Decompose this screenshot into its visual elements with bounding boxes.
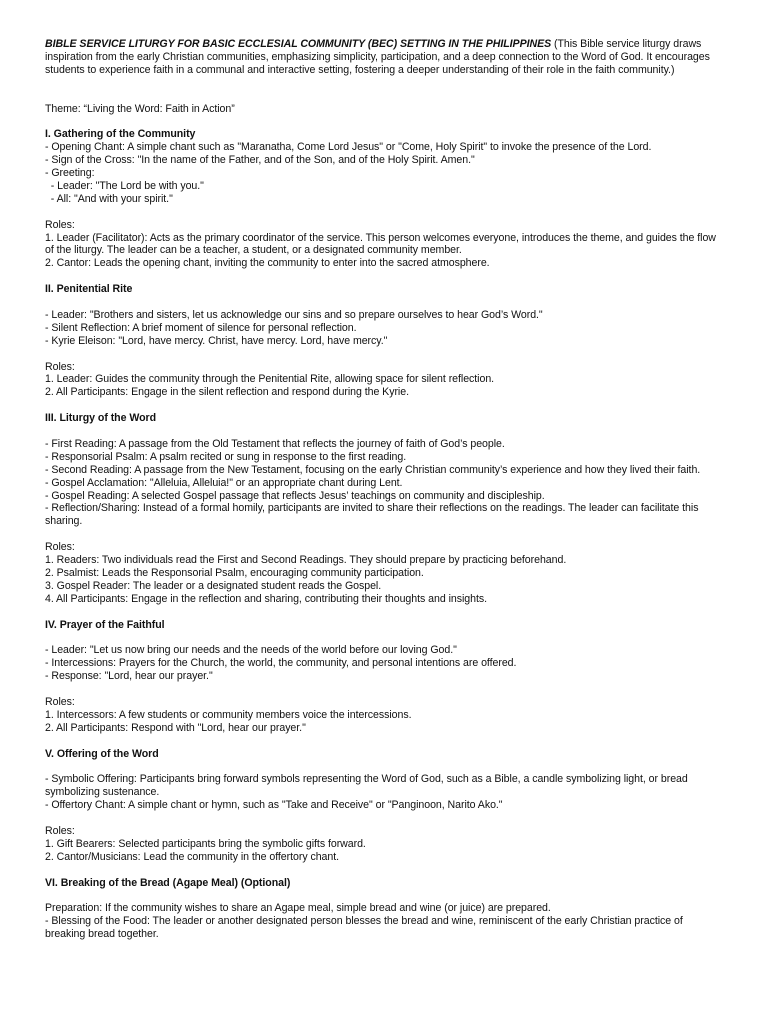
role-item: 3. Gospel Reader: The leader or a designated student reads the Gospel.	[45, 579, 382, 592]
intro-paragraph	[45, 38, 725, 77]
role-item: 2. Cantor/Musicians: Lead the community in the offertory chant.	[45, 850, 340, 863]
list-item: - Leader: "The Lord be with you."	[45, 179, 204, 192]
list-item: - Gospel Acclamation: "Alleluia, Alleluia!" or an appropriate chant during Lent.	[45, 476, 403, 489]
document-page	[45, 38, 725, 941]
list-item: Preparation: If the community wishes to share an Agape meal, simple bread and wine (or juice) are prepared.	[45, 902, 551, 915]
list-item: - All: "And with your spirit."	[45, 192, 173, 205]
list-item: - Silent Reflection: A brief moment of silence for personal reflection.	[45, 321, 357, 334]
list-item: - Intercessions: Prayers for the Church, the world, the community, and personal intentions are offered.	[45, 657, 517, 670]
list-item: - Response: "Lord, hear our prayer."	[45, 670, 213, 683]
role-item: 1. Intercessors: A few students or community members voice the intercessions.	[45, 708, 412, 721]
list-item: - Responsorial Psalm: A psalm recited or sung in response to the first reading.	[45, 450, 407, 463]
list-item: - Blessing of the Food: The leader or another designated person blesses the bread and wine, reminiscent of the early Christian practice of breaking bread together.	[45, 915, 683, 941]
list-item: - Opening Chant: A simple chant such as "Maranatha, Come Lord Jesus" or "Come, Holy Spirit" to invoke the presence of the Lord.	[45, 141, 652, 154]
list-item: - Sign of the Cross: "In the name of the Father, and of the Son, and of the Holy Spirit. Amen."	[45, 154, 475, 167]
section-heading-liturgy-of-the-word: III. Liturgy of the Word	[45, 412, 157, 425]
role-item: 1. Leader (Facilitator): Acts as the primary coordinator of the service. This person welcomes everyone, introduces the theme, and guides the flow of the liturgy. The leader can be a teacher, a student, or a designated community member.	[45, 231, 716, 257]
section-heading-prayer-of-the-faithful: IV. Prayer of the Faithful	[45, 618, 165, 631]
role-item: 2. Psalmist: Leads the Responsorial Psalm, encouraging community participation.	[45, 567, 424, 579]
section-heading-penitential-rite: II. Penitential Rite	[45, 283, 133, 296]
list-item: - Second Reading: A passage from the New Testament, focusing on the early Christian community’s experience and how they lived their faith.	[45, 463, 701, 476]
role-item: 1. Readers: Two individuals read the First and Second Readings. They should prepare by practicing beforehand.	[45, 554, 567, 567]
section-heading-offering-of-the-word: V. Offering of the Word	[45, 747, 159, 760]
list-item: - Leader: "Let us now bring our needs and the needs of the world before our loving God."	[45, 644, 457, 657]
role-item: 1. Gift Bearers: Selected participants bring the symbolic gifts forward.	[45, 837, 366, 850]
role-item: 2. All Participants: Respond with "Lord, hear our prayer."	[45, 721, 306, 734]
roles-label: Roles:	[45, 696, 75, 709]
list-item: - Greeting:	[45, 167, 95, 180]
list-item: - First Reading: A passage from the Old Testament that reflects the journey of faith of God’s people.	[45, 437, 505, 450]
role-item: 4. All Participants: Engage in the reflection and sharing, contributing their thoughts and insights.	[45, 592, 487, 605]
intro-description: (This Bible service liturgy draws inspiration from the early Christian communities, emphasizing simplicity, participation, and a deep connection to the Word of God. It encourages students to experience faith in a communal and interactive setting, fostering a deeper understanding of their role in the faith community.)	[45, 38, 710, 76]
role-item: 2. All Participants: Engage in the silent reflection and respond during the Kyrie.	[45, 386, 409, 399]
list-item: - Leader: "Brothers and sisters, let us acknowledge our sins and so prepare ourselves to hear God’s Word."	[45, 308, 543, 321]
list-item: - Offertory Chant: A simple chant or hymn, such as "Take and Receive" or "Panginoon, Narito Ako."	[45, 799, 503, 812]
role-item: 1. Leader: Guides the community through the Penitential Rite, allowing space for silent reflection.	[45, 373, 495, 386]
document-title: BIBLE SERVICE LITURGY FOR BASIC ECCLESIAL COMMUNITY (BEC) SETTING IN THE PHILIPPINES	[45, 38, 552, 50]
roles-label: Roles:	[45, 825, 75, 838]
theme-line: Theme: “Living the Word: Faith in Action”	[45, 102, 235, 115]
roles-label: Roles:	[45, 541, 75, 554]
list-item: - Reflection/Sharing: Instead of a formal homily, participants are invited to share their reflections on the readings. The leader can facilitate this sharing.	[45, 502, 699, 528]
list-item: - Kyrie Eleison: "Lord, have mercy. Christ, have mercy. Lord, have mercy."	[45, 334, 388, 347]
section-heading-breaking-of-the-bread: VI. Breaking of the Bread (Agape Meal) (Optional)	[45, 876, 291, 889]
section-heading-gathering: I. Gathering of the Community	[45, 128, 196, 141]
list-item: - Symbolic Offering: Participants bring forward symbols representing the Word of God, such as a Bible, a candle symbolizing light, or bread symbolizing sustenance.	[45, 773, 688, 799]
roles-label: Roles:	[45, 360, 75, 373]
roles-label: Roles:	[45, 218, 75, 231]
role-item: 2. Cantor: Leads the opening chant, inviting the community to enter into the sacred atmosphere.	[45, 257, 490, 270]
list-item: - Gospel Reading: A selected Gospel passage that reflects Jesus’ teachings on community and discipleship.	[45, 489, 545, 502]
